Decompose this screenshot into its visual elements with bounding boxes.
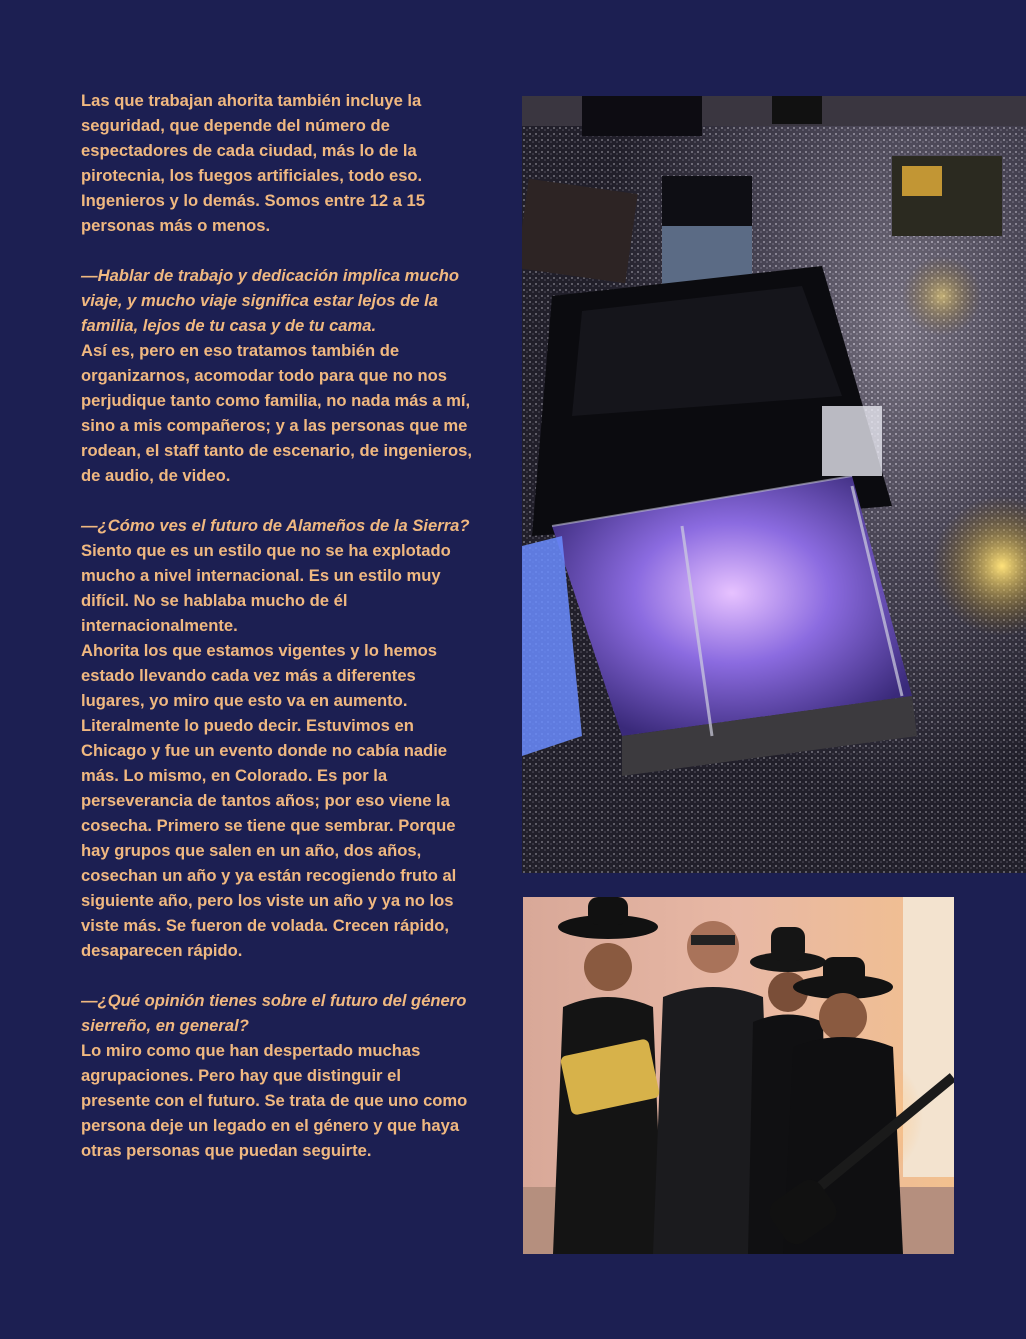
answer-future-band-2: Ahorita los que estamos vigentes y lo hemos estado llevando cada vez más a diferentes lugares, yo miro que esto va en aumento. Literalmente lo puedo decir. Estuvimos en Chicago y fue un evento donde no cabía nadie más. Lo mismo, en Colorado. Es por la perseverancia de tantos años; por eso viene la cosecha. Primero se tiene que sembrar. Porque hay grupos que salen en un año, dos años, cosechan un año y ya están recogiendo fruto al siguiente año, pero los viste un año y ya no los viste más. Se fueron de volada. Crecen rápido, desaparecen rápido. xyxy=(81,641,457,960)
band-group-photo xyxy=(523,897,954,1254)
aerial-concert-photo xyxy=(522,96,1026,873)
question-future-band: —¿Cómo ves el futuro de Alameños de la Sierra? xyxy=(81,516,470,535)
answer-future-genre: Lo miro como que han despertado muchas agrupaciones. Pero hay que distinguir el presente con el futuro. Se trata de que uno como persona deje un legado en el género y que haya otras personas que puedan seguirte. xyxy=(81,1041,468,1160)
answer-travel: Así es, pero en eso tratamos también de organizarnos, acomodar todo para que no nos perjudique tanto como familia, no nada más a mí, sino a mis compañeros; y a las personas que me rodean, el staff tanto de escenario, de ingenieros, de audio, de video. xyxy=(81,341,472,485)
article-text-column xyxy=(81,88,473,1163)
question-travel: —Hablar de trabajo y dedicación implica mucho viaje, y mucho viaje significa estar lejos de la familia, lejos de tu casa y de tu cama. xyxy=(81,266,460,335)
paragraph-staff: Las que trabajan ahorita también incluye la seguridad, que depende del número de espectadores de cada ciudad, más lo de la pirotecnia, los fuegos artificiales, todo eso. Ingenieros y lo demás. Somos entre 12 a 15 personas más o menos. xyxy=(81,91,425,235)
answer-future-band-1: Siento que es un estilo que no se ha explotado mucho a nivel internacional. Es un estilo muy difícil. No se hablaba mucho de él internacionalmente. xyxy=(81,541,451,635)
question-future-genre: —¿Qué opinión tienes sobre el futuro del género sierreño, en general? xyxy=(81,991,467,1035)
